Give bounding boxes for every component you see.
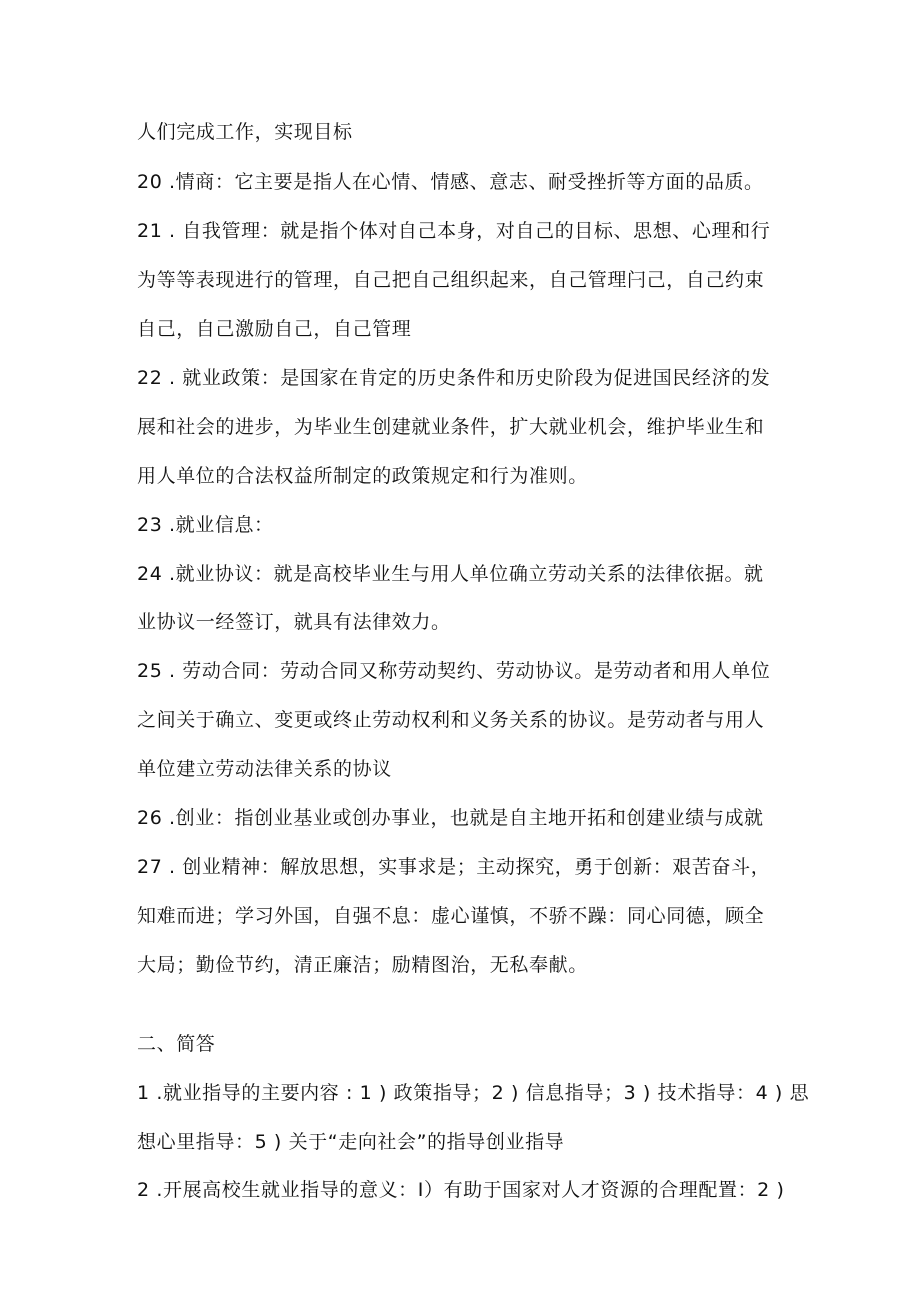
text-line: 21 . 自我管理：就是指个体对自己本身，对自己的目标、思想、心理和行 [137,220,771,242]
text-line: 25 . 劳动合同：劳动合同又称劳动契约、劳动协议。是劳动者和用人单位 [137,660,771,682]
text-line: 2 .开展高校生就业指导的意义：I）有助于国家对人才资源的合理配置：2 ) [137,1179,785,1201]
text-line: 自己，自己激励自己，自己管理 [137,318,412,340]
section-heading: 二、简答 [137,1033,216,1055]
text-line: 业协议一经签订，就具有法律效力。 [137,611,451,633]
text-line: 大局；勤俭节约，清正廉洁；励精图治，无私奉献。 [137,954,588,976]
text-line: 人们完成工作，实现目标 [137,121,353,143]
text-line: 22 . 就业政策：是国家在肯定的历史条件和历史阶段为促进国民经济的发 [137,367,771,389]
text-line: 用人单位的合法权益所制定的政策规定和行为准则。 [137,465,588,487]
text-line: 27 . 创业精神：解放思想，实事求是；主动探究，勇于创新：艰苦奋斗， [137,856,771,878]
text-line: 20 .情商：它主要是指人在心情、情感、意志、耐受挫折等方面的品质。 [137,171,764,193]
text-line: 展和社会的进步，为毕业生创建就业条件，扩大就业机会，维护毕业生和 [137,416,765,438]
text-line: 23 .就业信息： [137,514,274,536]
text-line: 24 .就业协议：就是高校毕业生与用人单位确立劳动关系的法律依据。就 [137,563,764,585]
text-line: 为等等表现进行的管理，自己把自己组织起来，自己管理闩己，自己约束 [137,269,765,291]
text-line: 26 .创业：指创业基业或创办事业，也就是自主地开拓和创建业绩与成就 [137,807,764,829]
text-line: 之间关于确立、变更或终止劳动权利和义务关系的协议。是劳动者与用人 [137,709,765,731]
text-line: 知难而进；学习外国，自强不息：虚心谨慎，不骄不躁：同心同德，顾全 [137,905,765,927]
text-line: 1 .就业指导的主要内容 : 1 ) 政策指导；2 ) 信息指导；3 ) 技术指导：4 ) 思 [137,1082,810,1104]
text-line: 想心里指导：5 ) 关于“走向社会”的指导创业指导 [137,1131,565,1153]
text-line: 单位建立劳动法律关系的协议 [137,758,392,780]
